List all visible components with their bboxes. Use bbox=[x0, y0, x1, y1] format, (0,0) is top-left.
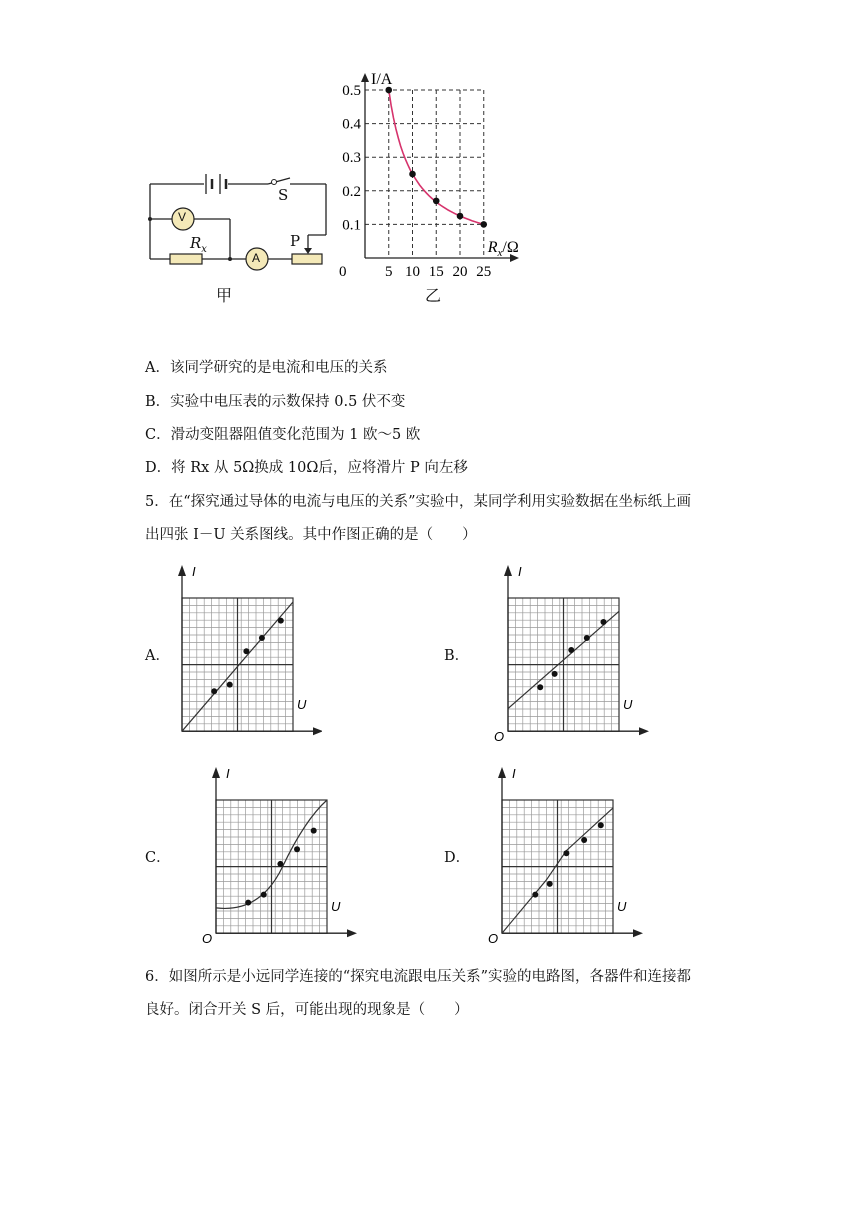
data-point bbox=[409, 171, 416, 178]
data-point bbox=[568, 647, 574, 653]
y-axis-arrow bbox=[361, 73, 369, 82]
q4-option-b-text: 实验中电压表的示数保持 0.5 伏不变 bbox=[170, 394, 406, 410]
q5-option-a-label[interactable]: A． bbox=[145, 648, 170, 664]
i-axis-label: I bbox=[512, 766, 516, 781]
y-axis-label: I/A bbox=[371, 71, 393, 88]
origin-label: O bbox=[494, 729, 505, 745]
i-axis-label: I bbox=[192, 564, 196, 579]
data-point bbox=[433, 198, 440, 205]
q5-graph-a[interactable] bbox=[172, 560, 322, 745]
data-point bbox=[243, 648, 249, 654]
data-point bbox=[294, 846, 300, 852]
q6-stem-line2: 良好。闭合开关 S 后，可能出现的现象是（ ） bbox=[145, 1002, 469, 1018]
figure-yi-caption: 乙 bbox=[425, 286, 442, 305]
q5-option-d-label[interactable]: D． bbox=[444, 850, 471, 866]
y-tick-label: 0.2 bbox=[342, 183, 361, 200]
u-axis-arrow bbox=[633, 929, 643, 937]
resistor-label bbox=[190, 234, 207, 255]
data-point bbox=[211, 688, 217, 694]
x-tick-label: 20 bbox=[452, 264, 468, 280]
figure-jia-caption: 甲 bbox=[216, 286, 233, 305]
y-tick-label: 0.1 bbox=[342, 217, 361, 234]
q4-option-d-letter: D． bbox=[145, 460, 172, 476]
data-point bbox=[259, 635, 265, 641]
switch-label: S bbox=[278, 186, 289, 204]
i-axis-arrow bbox=[178, 565, 186, 576]
q5-stem-line2: 出四张 I－U 关系图线。其中作图正确的是（ ） bbox=[145, 527, 477, 543]
q4-option-c-letter: C． bbox=[145, 427, 171, 443]
origin-label: O bbox=[488, 931, 499, 947]
u-axis-label: U bbox=[297, 697, 307, 713]
q4-option-c-text: 滑动变阻器阻值变化范围为 1 欧～5 欧 bbox=[170, 427, 421, 443]
i-axis-label: I bbox=[518, 564, 522, 579]
data-point bbox=[584, 635, 590, 641]
q6-stem-line1: 6．如图所示是小远同学连接的“探究电流跟电压关系”实验的电路图，各器件和连接都 bbox=[145, 969, 692, 985]
ammeter-label: A bbox=[252, 251, 261, 265]
u-axis-arrow bbox=[347, 929, 357, 937]
y-tick-label: 0.4 bbox=[342, 116, 361, 133]
q5-graph-d[interactable] bbox=[476, 762, 646, 947]
data-point bbox=[227, 682, 233, 688]
i-axis-arrow bbox=[504, 565, 512, 576]
resistor-letter: R bbox=[190, 234, 202, 252]
x-tick-label: 5 bbox=[385, 264, 393, 280]
q4-option-b[interactable] bbox=[145, 390, 405, 411]
chart-yi bbox=[330, 66, 530, 286]
data-point bbox=[261, 892, 267, 898]
u-axis-arrow bbox=[639, 727, 649, 735]
u-axis-label: U bbox=[617, 899, 627, 915]
y-tick-label: 0.5 bbox=[342, 83, 361, 99]
q4-option-c[interactable] bbox=[145, 423, 420, 444]
data-point bbox=[552, 671, 558, 677]
data-point bbox=[600, 619, 606, 625]
q4-option-a[interactable] bbox=[145, 356, 387, 377]
data-point bbox=[563, 850, 569, 856]
q5-graph-b[interactable] bbox=[482, 560, 652, 745]
data-point bbox=[537, 684, 543, 690]
data-point bbox=[598, 822, 604, 828]
x-tick-label: 10 bbox=[405, 264, 420, 280]
data-point bbox=[277, 861, 283, 867]
u-axis-label: U bbox=[623, 697, 633, 713]
data-point bbox=[457, 213, 464, 220]
slider-label: P bbox=[290, 232, 301, 250]
circuit-diagram bbox=[140, 160, 340, 280]
q5-stem-line1: 5．在“探究通过导体的电流与电压的关系”实验中，某同学利用实验数据在坐标纸上画 bbox=[145, 494, 692, 510]
origin-label: O bbox=[202, 931, 213, 947]
u-axis-label: U bbox=[331, 899, 341, 915]
data-point bbox=[245, 900, 251, 906]
x-tick-label: 15 bbox=[428, 264, 444, 280]
q4-option-a-letter: A． bbox=[145, 360, 170, 376]
data-point bbox=[547, 881, 553, 887]
q4-option-b-letter: B． bbox=[145, 394, 171, 410]
i-axis-arrow bbox=[498, 767, 506, 778]
q5-option-b-label[interactable]: B． bbox=[444, 648, 470, 664]
q5-graph-c[interactable] bbox=[190, 762, 360, 947]
y-tick-label: 0.3 bbox=[342, 150, 361, 167]
data-point bbox=[581, 837, 587, 843]
q4-option-a-text: 该同学研究的是电流和电压的关系 bbox=[169, 360, 388, 376]
q4-option-d-text: 将 Rx 从 5Ω换成 10Ω后，应将滑片 P 向左移 bbox=[171, 460, 468, 476]
data-point bbox=[480, 221, 487, 228]
i-axis-label: I bbox=[226, 766, 230, 781]
data-point bbox=[532, 892, 538, 898]
q4-option-d[interactable] bbox=[145, 456, 468, 477]
i-axis-arrow bbox=[212, 767, 220, 778]
x-tick-label: 25 bbox=[476, 264, 492, 280]
data-point bbox=[311, 828, 317, 834]
u-axis-arrow bbox=[313, 727, 322, 735]
x-axis-label: $R_x/\Omega$ bbox=[487, 239, 519, 259]
voltmeter-label: V bbox=[178, 210, 187, 224]
data-point bbox=[278, 618, 284, 624]
resistor-subscript: x bbox=[201, 244, 207, 255]
origin-label: 0 bbox=[339, 264, 347, 280]
q5-option-c-label[interactable]: C． bbox=[145, 850, 171, 866]
